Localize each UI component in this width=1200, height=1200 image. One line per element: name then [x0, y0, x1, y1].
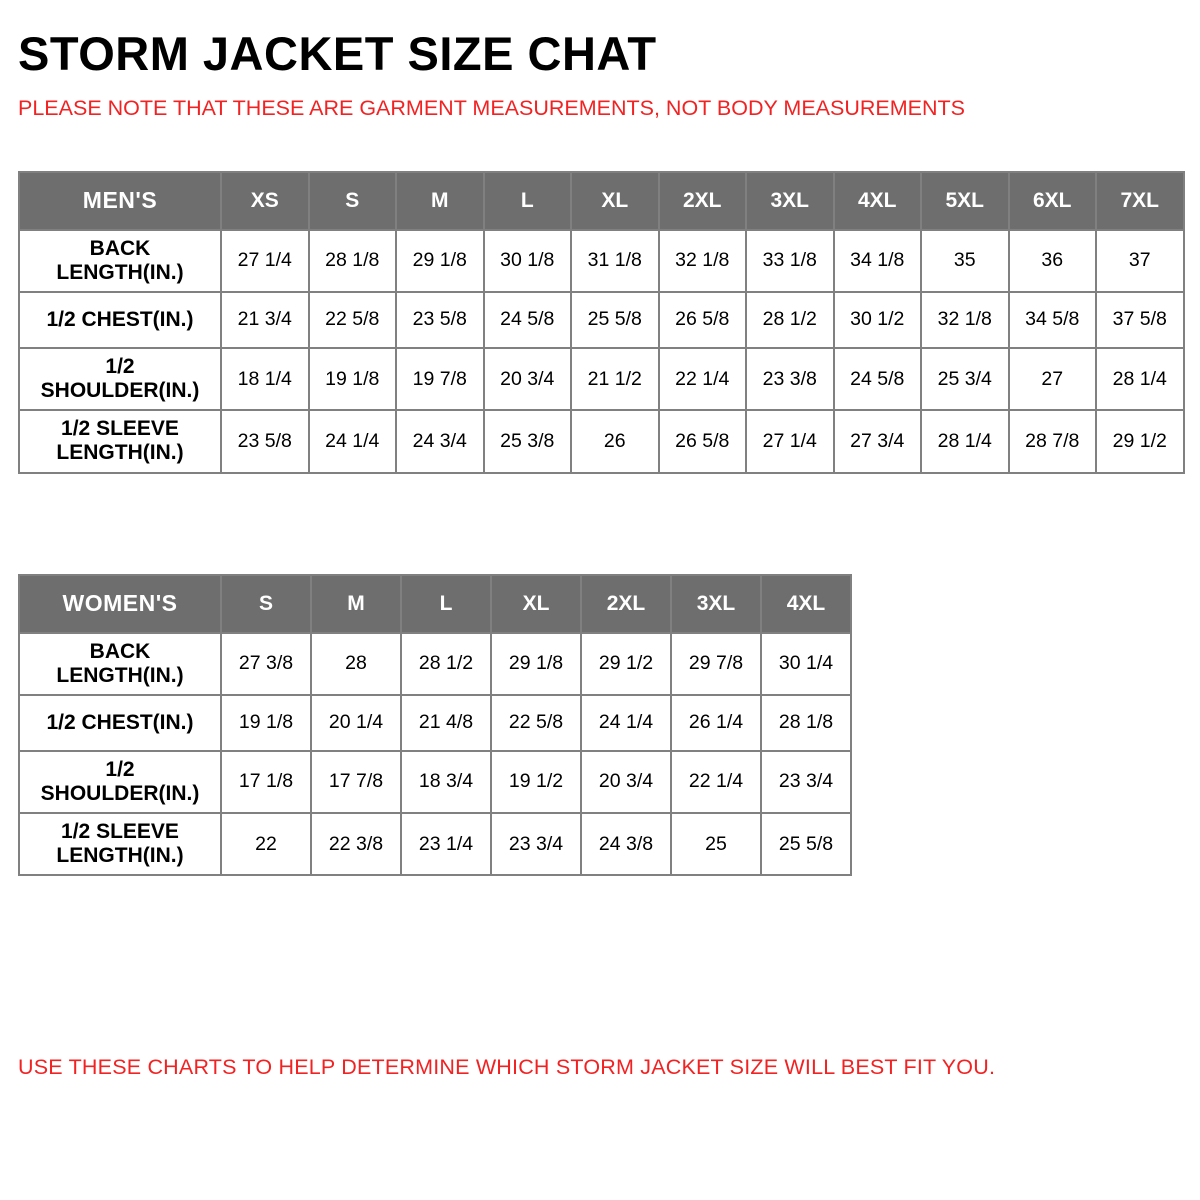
womens-size-table-wrapper: [18, 574, 1182, 877]
mens-table-corner-label: MEN'S: [19, 172, 221, 230]
womens-cell-2-4: 20 3/4: [581, 751, 671, 813]
mens-size-table: [18, 171, 1185, 474]
mens-row-label-3: 1/2 SLEEVE LENGTH(IN.): [19, 410, 221, 472]
mens-cell-3-1: 24 1/4: [309, 410, 397, 472]
mens-cell-2-7: 24 5/8: [834, 348, 922, 410]
table-row: [19, 751, 851, 813]
mens-size-header-2xl: 2XL: [659, 172, 747, 230]
mens-cell-2-9: 27: [1009, 348, 1097, 410]
table-row: [19, 633, 851, 695]
mens-cell-3-6: 27 1/4: [746, 410, 834, 472]
womens-row-label-0: BACK LENGTH(IN.): [19, 633, 221, 695]
mens-cell-2-2: 19 7/8: [396, 348, 484, 410]
womens-table-corner-label: WOMEN'S: [19, 575, 221, 633]
womens-cell-0-5: 29 7/8: [671, 633, 761, 695]
womens-cell-3-3: 23 3/4: [491, 813, 581, 875]
table-row: [19, 292, 1184, 348]
mens-cell-0-3: 30 1/8: [484, 230, 572, 292]
mens-size-header-xl: XL: [571, 172, 659, 230]
mens-cell-0-4: 31 1/8: [571, 230, 659, 292]
mens-cell-2-10: 28 1/4: [1096, 348, 1184, 410]
mens-size-header-l: L: [484, 172, 572, 230]
mens-cell-1-3: 24 5/8: [484, 292, 572, 348]
womens-cell-1-6: 28 1/8: [761, 695, 851, 751]
womens-cell-0-1: 28: [311, 633, 401, 695]
womens-cell-2-3: 19 1/2: [491, 751, 581, 813]
womens-cell-1-2: 21 4/8: [401, 695, 491, 751]
mens-cell-2-5: 22 1/4: [659, 348, 747, 410]
mens-size-header-s: S: [309, 172, 397, 230]
mens-cell-3-7: 27 3/4: [834, 410, 922, 472]
mens-size-header-7xl: 7XL: [1096, 172, 1184, 230]
mens-cell-0-2: 29 1/8: [396, 230, 484, 292]
mens-cell-0-8: 35: [921, 230, 1009, 292]
womens-cell-3-1: 22 3/8: [311, 813, 401, 875]
womens-size-header-3xl: 3XL: [671, 575, 761, 633]
womens-cell-3-2: 23 1/4: [401, 813, 491, 875]
womens-row-label-3: 1/2 SLEEVE LENGTH(IN.): [19, 813, 221, 875]
mens-cell-2-4: 21 1/2: [571, 348, 659, 410]
table-row: [19, 230, 1184, 292]
mens-cell-0-0: 27 1/4: [221, 230, 309, 292]
womens-cell-2-1: 17 7/8: [311, 751, 401, 813]
womens-cell-0-0: 27 3/8: [221, 633, 311, 695]
mens-size-header-6xl: 6XL: [1009, 172, 1097, 230]
mens-cell-3-4: 26: [571, 410, 659, 472]
mens-cell-1-7: 30 1/2: [834, 292, 922, 348]
womens-cell-1-3: 22 5/8: [491, 695, 581, 751]
womens-cell-2-0: 17 1/8: [221, 751, 311, 813]
table-row: [19, 410, 1184, 472]
womens-table-header-row: [19, 575, 851, 633]
womens-cell-1-4: 24 1/4: [581, 695, 671, 751]
mens-cell-1-4: 25 5/8: [571, 292, 659, 348]
womens-size-header-s: S: [221, 575, 311, 633]
table-row: [19, 813, 851, 875]
mens-cell-3-8: 28 1/4: [921, 410, 1009, 472]
womens-cell-0-6: 30 1/4: [761, 633, 851, 695]
mens-cell-2-8: 25 3/4: [921, 348, 1009, 410]
mens-cell-1-9: 34 5/8: [1009, 292, 1097, 348]
mens-cell-2-3: 20 3/4: [484, 348, 572, 410]
mens-cell-0-6: 33 1/8: [746, 230, 834, 292]
mens-size-header-xs: XS: [221, 172, 309, 230]
womens-cell-3-0: 22: [221, 813, 311, 875]
mens-cell-3-10: 29 1/2: [1096, 410, 1184, 472]
table-row: [19, 695, 851, 751]
mens-cell-1-2: 23 5/8: [396, 292, 484, 348]
mens-cell-3-2: 24 3/4: [396, 410, 484, 472]
womens-cell-1-5: 26 1/4: [671, 695, 761, 751]
womens-size-header-m: M: [311, 575, 401, 633]
womens-size-header-l: L: [401, 575, 491, 633]
womens-row-label-2: 1/2 SHOULDER(IN.): [19, 751, 221, 813]
mens-cell-1-1: 22 5/8: [309, 292, 397, 348]
footer-note: USE THESE CHARTS TO HELP DETERMINE WHICH STORM JACKET SIZE WILL BEST FIT YOU.: [18, 1055, 996, 1079]
womens-cell-2-2: 18 3/4: [401, 751, 491, 813]
womens-size-header-4xl: 4XL: [761, 575, 851, 633]
garment-measurement-note: PLEASE NOTE THAT THESE ARE GARMENT MEASUREMENTS, NOT BODY MEASUREMENTS: [18, 95, 965, 120]
mens-cell-0-9: 36: [1009, 230, 1097, 292]
mens-cell-0-10: 37: [1096, 230, 1184, 292]
mens-row-label-1: 1/2 CHEST(IN.): [19, 292, 221, 348]
womens-cell-2-5: 22 1/4: [671, 751, 761, 813]
mens-cell-2-0: 18 1/4: [221, 348, 309, 410]
womens-cell-0-3: 29 1/8: [491, 633, 581, 695]
mens-cell-1-10: 37 5/8: [1096, 292, 1184, 348]
womens-row-label-1: 1/2 CHEST(IN.): [19, 695, 221, 751]
womens-cell-0-2: 28 1/2: [401, 633, 491, 695]
mens-cell-3-5: 26 5/8: [659, 410, 747, 472]
mens-cell-3-3: 25 3/8: [484, 410, 572, 472]
mens-cell-3-9: 28 7/8: [1009, 410, 1097, 472]
womens-cell-2-6: 23 3/4: [761, 751, 851, 813]
mens-cell-1-0: 21 3/4: [221, 292, 309, 348]
womens-cell-1-0: 19 1/8: [221, 695, 311, 751]
womens-cell-1-1: 20 1/4: [311, 695, 401, 751]
womens-cell-3-6: 25 5/8: [761, 813, 851, 875]
mens-cell-1-5: 26 5/8: [659, 292, 747, 348]
mens-size-header-3xl: 3XL: [746, 172, 834, 230]
mens-cell-1-6: 28 1/2: [746, 292, 834, 348]
womens-cell-3-4: 24 3/8: [581, 813, 671, 875]
mens-size-header-m: M: [396, 172, 484, 230]
table-row: [19, 348, 1184, 410]
mens-cell-0-7: 34 1/8: [834, 230, 922, 292]
mens-size-header-4xl: 4XL: [834, 172, 922, 230]
womens-size-header-2xl: 2XL: [581, 575, 671, 633]
mens-size-table-wrapper: [18, 171, 1182, 474]
womens-cell-0-4: 29 1/2: [581, 633, 671, 695]
womens-size-table: [18, 574, 852, 877]
womens-size-header-xl: XL: [491, 575, 581, 633]
mens-cell-3-0: 23 5/8: [221, 410, 309, 472]
mens-cell-2-1: 19 1/8: [309, 348, 397, 410]
page-title: STORM JACKET SIZE CHAT: [18, 27, 657, 80]
mens-cell-0-5: 32 1/8: [659, 230, 747, 292]
mens-cell-0-1: 28 1/8: [309, 230, 397, 292]
womens-cell-3-5: 25: [671, 813, 761, 875]
mens-cell-1-8: 32 1/8: [921, 292, 1009, 348]
mens-row-label-2: 1/2 SHOULDER(IN.): [19, 348, 221, 410]
mens-size-header-5xl: 5XL: [921, 172, 1009, 230]
table-spacer: [18, 474, 1182, 526]
mens-table-header-row: [19, 172, 1184, 230]
mens-cell-2-6: 23 3/8: [746, 348, 834, 410]
mens-row-label-0: BACK LENGTH(IN.): [19, 230, 221, 292]
